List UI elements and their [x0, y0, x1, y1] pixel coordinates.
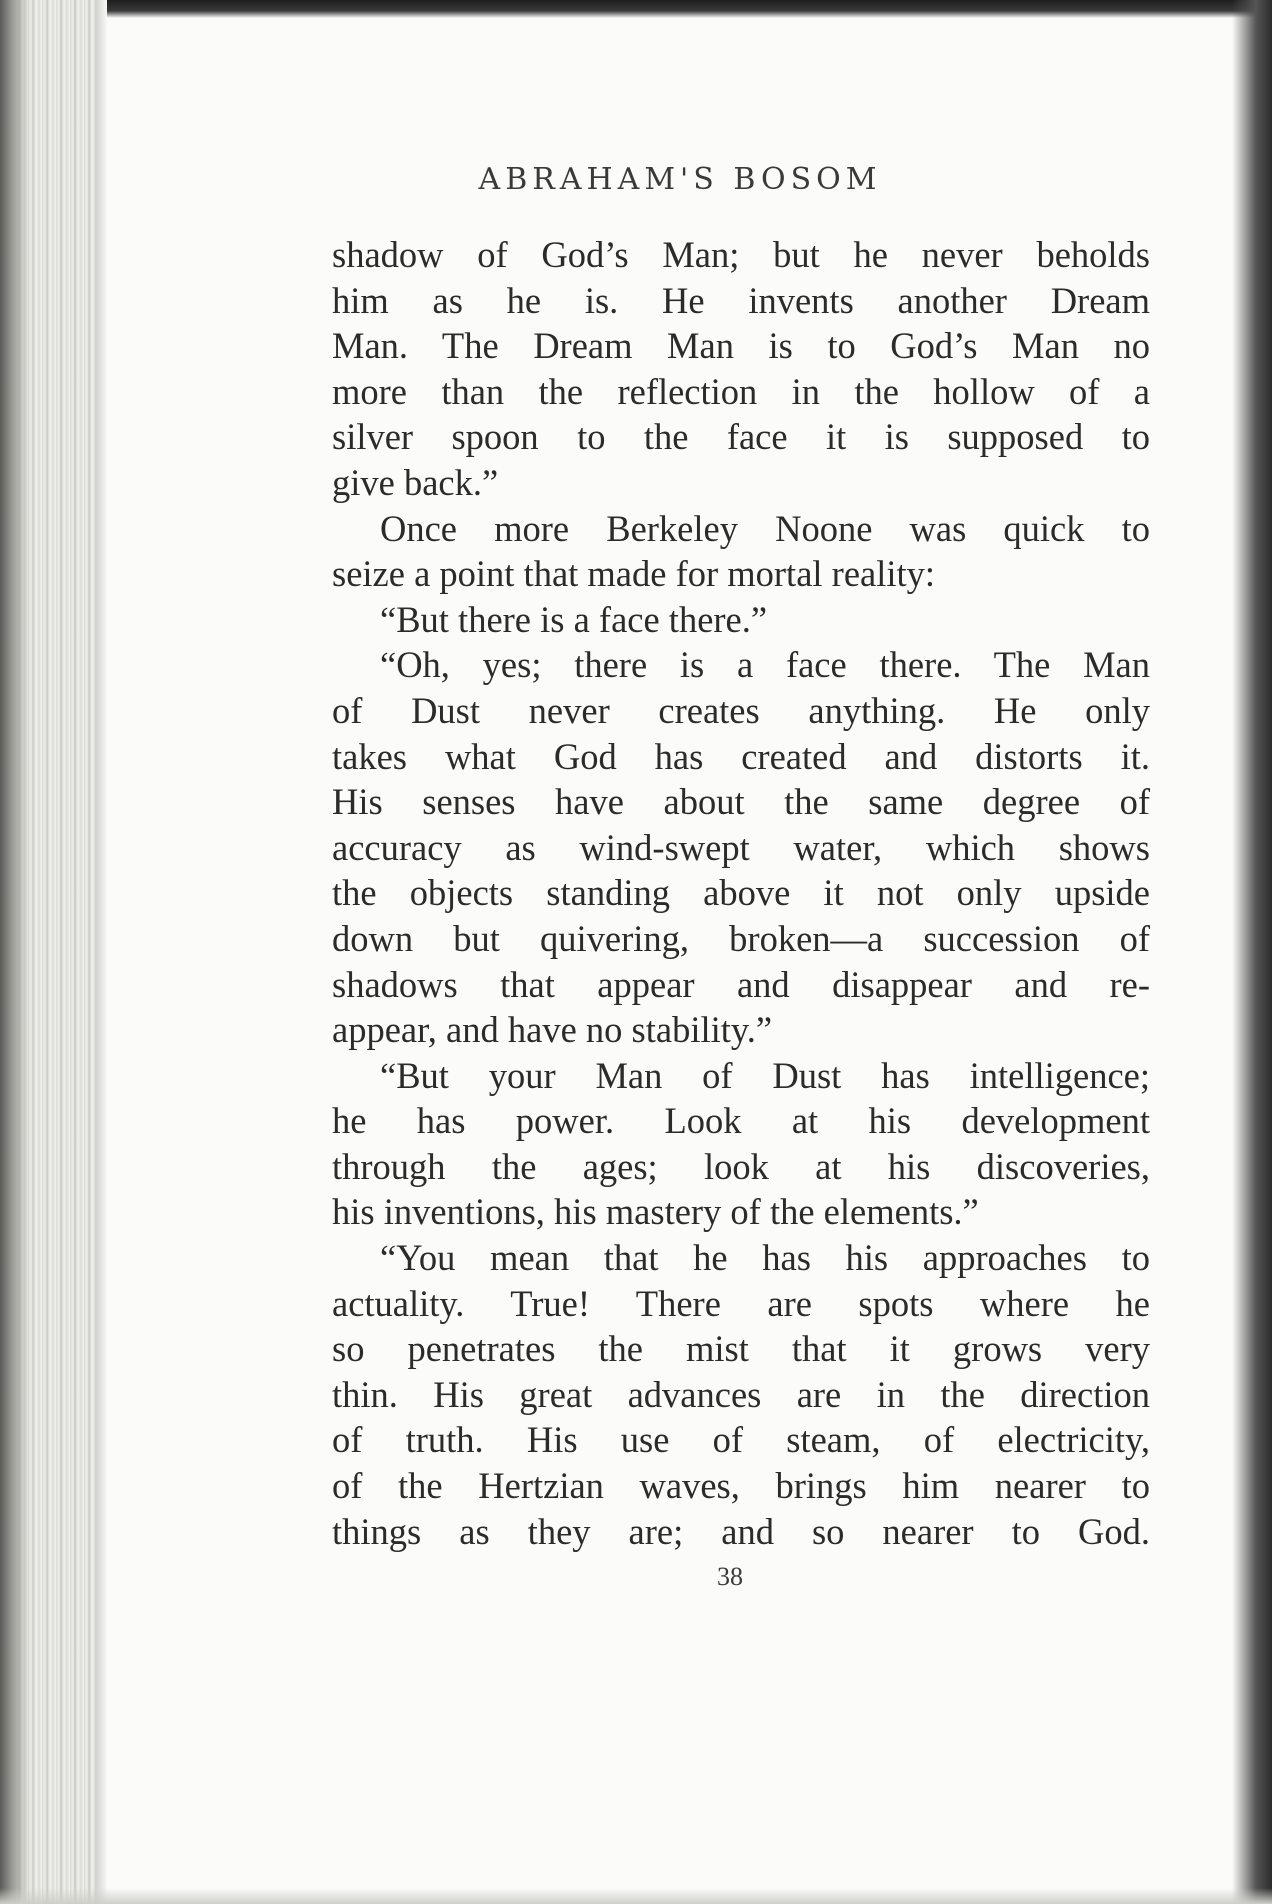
scan-top-edge: [0, 0, 1272, 18]
scan-right-edge: [1232, 0, 1272, 1904]
text-line: Once more Berkeley Noone was quick to: [380, 507, 1150, 549]
text-line: silver spoon to the face it is supposed to: [332, 416, 1150, 458]
page-number: 38: [717, 1562, 743, 1591]
text-line: “Oh, yes; there is a face there. The Man: [380, 644, 1150, 686]
text-line: of the Hertzian waves, brings him nearer to: [332, 1465, 1150, 1507]
text-line: his inventions, his mastery of the elements.”: [332, 1191, 979, 1233]
text-line: His senses have about the same degree of: [332, 781, 1150, 823]
text-line: “But there is a face there.”: [380, 598, 768, 640]
gutter: [95, 0, 107, 1904]
running-head: ABRAHAM'S BOSOM: [478, 162, 882, 197]
text-line: shadows that appear and disappear and re-: [332, 963, 1150, 1005]
scan-bottom-edge: [0, 1888, 1272, 1904]
text-line: of Dust never creates anything. He only: [332, 689, 1150, 731]
text-line: down but quivering, broken—a succession of: [332, 917, 1150, 959]
text-line: “You mean that he has his approaches to: [380, 1237, 1150, 1279]
text-line: shadow of God’s Man; but he never beholds: [332, 234, 1150, 275]
text-line: accuracy as wind-swept water, which shows: [332, 826, 1150, 868]
text-line: appear, and have no stability.”: [332, 1009, 773, 1051]
text-line: through the ages; look at his discoveries,: [332, 1145, 1150, 1187]
text-line: thin. His great advances are in the direction: [332, 1373, 1150, 1415]
body-text: [332, 232, 1150, 1554]
text-line: seize a point that made for mortal reality:: [332, 553, 936, 595]
text-line: things as they are; and so nearer to God.: [332, 1510, 1150, 1552]
binding-shadow: [0, 0, 30, 1904]
text-line: the objects standing above it not only upside: [332, 872, 1150, 914]
text-line: he has power. Look at his development: [332, 1100, 1150, 1142]
text-line: more than the reflection in the hollow of a: [332, 370, 1150, 412]
text-line: of truth. His use of steam, of electricity,: [332, 1419, 1150, 1461]
text-line: him as he is. He invents another Dream: [332, 279, 1150, 321]
text-line: actuality. True! There are spots where he: [332, 1282, 1150, 1324]
text-line: “But your Man of Dust has intelligence;: [380, 1054, 1150, 1096]
text-line: Man. The Dream Man is to God’s Man no: [332, 325, 1150, 367]
text-line: give back.”: [332, 461, 499, 503]
text-line: takes what God has created and distorts it.: [332, 735, 1150, 777]
text-line: so penetrates the mist that it grows very: [332, 1328, 1150, 1370]
